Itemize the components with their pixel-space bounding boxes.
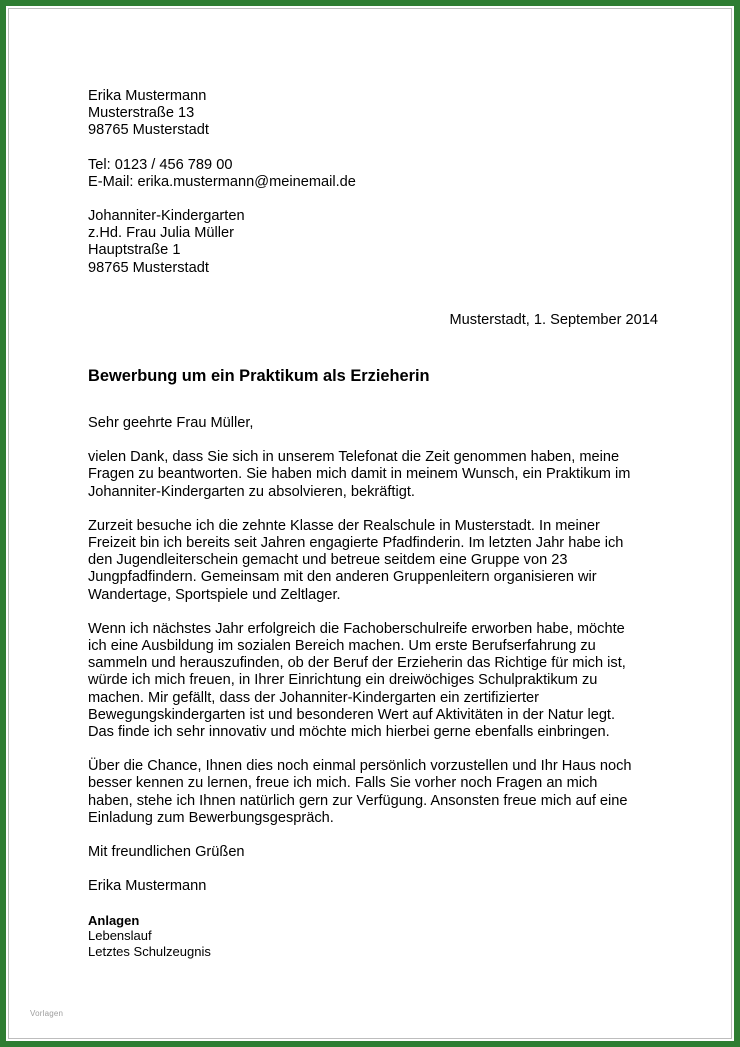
attachment-item: Lebenslauf	[88, 928, 152, 943]
letter-date: Musterstadt, 1. September 2014	[449, 311, 658, 328]
recipient-street: Hauptstraße 1	[88, 242, 181, 259]
paragraph-line: Wandertage, Sportspiele und Zeltlager.	[88, 586, 341, 603]
sender-name: Erika Mustermann	[88, 88, 207, 104]
paragraph-line: besser kennen zu lernen, freue ich mich. Falls Sie vorher noch Fragen an mich	[88, 775, 598, 792]
watermark: Vorlagen	[30, 1009, 64, 1018]
signature-name: Erika Mustermann	[88, 878, 207, 895]
paragraph-line: würde ich mich freuen, in Ihrer Einrichtung ein dreiwöchiges Schulpraktikum zu	[88, 672, 598, 689]
paragraph-3	[88, 621, 658, 741]
paragraph-line: Johanniter-Kindergarten zu absolvieren, bekräftigt.	[88, 483, 415, 500]
recipient-address	[88, 208, 658, 277]
paragraph-line: sammeln und herauszufinden, ob der Beruf der Erzieherin das Richtige für mich ist,	[88, 655, 626, 672]
paragraph-line: Wenn ich nächstes Jahr erfolgreich die Fachoberschulreife erworben habe, möchte	[88, 620, 625, 637]
paragraph-line: machen. Mir gefällt, dass der Johanniter-Kindergarten ein zertifizierter	[88, 689, 539, 706]
sender-city: 98765 Musterstadt	[88, 122, 209, 139]
salutation: Sehr geehrte Frau Müller,	[88, 415, 254, 432]
recipient-attn: z.Hd. Frau Julia Müller	[88, 225, 234, 242]
paragraph-line: ich eine Ausbildung im sozialen Bereich machen. Um erste Berufserfahrung zu	[88, 638, 596, 655]
letter	[88, 88, 658, 959]
paragraph-line: Jungpfadfindern. Gemeinsam mit den anderen Gruppenleitern organisieren wir	[88, 569, 597, 586]
paragraph-line: Bewegungskindergarten ist und besonderen Wert auf Aktivitäten in der Natur legt.	[88, 706, 616, 723]
paragraph-line: Einladung zum Bewerbungsgespräch.	[88, 809, 334, 826]
letter-subject: Bewerbung um ein Praktikum als Erzieherin	[88, 367, 430, 386]
attachments	[88, 913, 658, 960]
closing: Mit freundlichen Grüßen	[88, 844, 245, 861]
recipient-org: Johanniter-Kindergarten	[88, 208, 245, 225]
paragraph-line: den Jugendleiterschein gemacht und betreue seitdem eine Gruppe von 23	[88, 552, 568, 569]
paragraph-2	[88, 518, 658, 604]
paragraph-line: Das finde ich sehr innovativ und möchte mich hierbei gerne ebenfalls einbringen.	[88, 724, 610, 741]
paragraph-4	[88, 758, 658, 827]
sender-phone: Tel: 0123 / 456 789 00	[88, 156, 233, 173]
recipient-city: 98765 Musterstadt	[88, 259, 209, 276]
paragraph-line: Über die Chance, Ihnen dies noch einmal persönlich vorzustellen und Ihr Haus noch	[88, 758, 632, 775]
paragraph-line: Freizeit bin ich bereits seit Jahren engagierte Pfadfinderin. Im letzten Jahr habe ich	[88, 535, 624, 552]
paragraph-line: Fragen zu beantworten. Sie haben mich damit in meinem Wunsch, ein Praktikum im	[88, 466, 631, 483]
attachments-title: Anlagen	[88, 912, 140, 928]
paragraph-line: Zurzeit besuche ich die zehnte Klasse der Realschule in Musterstadt. In meiner	[88, 517, 600, 534]
paragraph-line: vielen Dank, dass Sie sich in unserem Telefonat die Zeit genommen haben, meine	[88, 449, 620, 466]
sender-street: Musterstraße 13	[88, 105, 195, 122]
sender-contact	[88, 157, 658, 191]
attachment-item: Letztes Schulzeugnis	[88, 943, 211, 959]
paragraph-1	[88, 449, 658, 501]
sender-address	[88, 88, 658, 140]
paragraph-line: haben, stehe ich Ihnen natürlich gern zur Verfügung. Ansonsten freue mich auf eine	[88, 792, 628, 809]
sender-email: E-Mail: erika.mustermann@meinemail.de	[88, 173, 356, 190]
